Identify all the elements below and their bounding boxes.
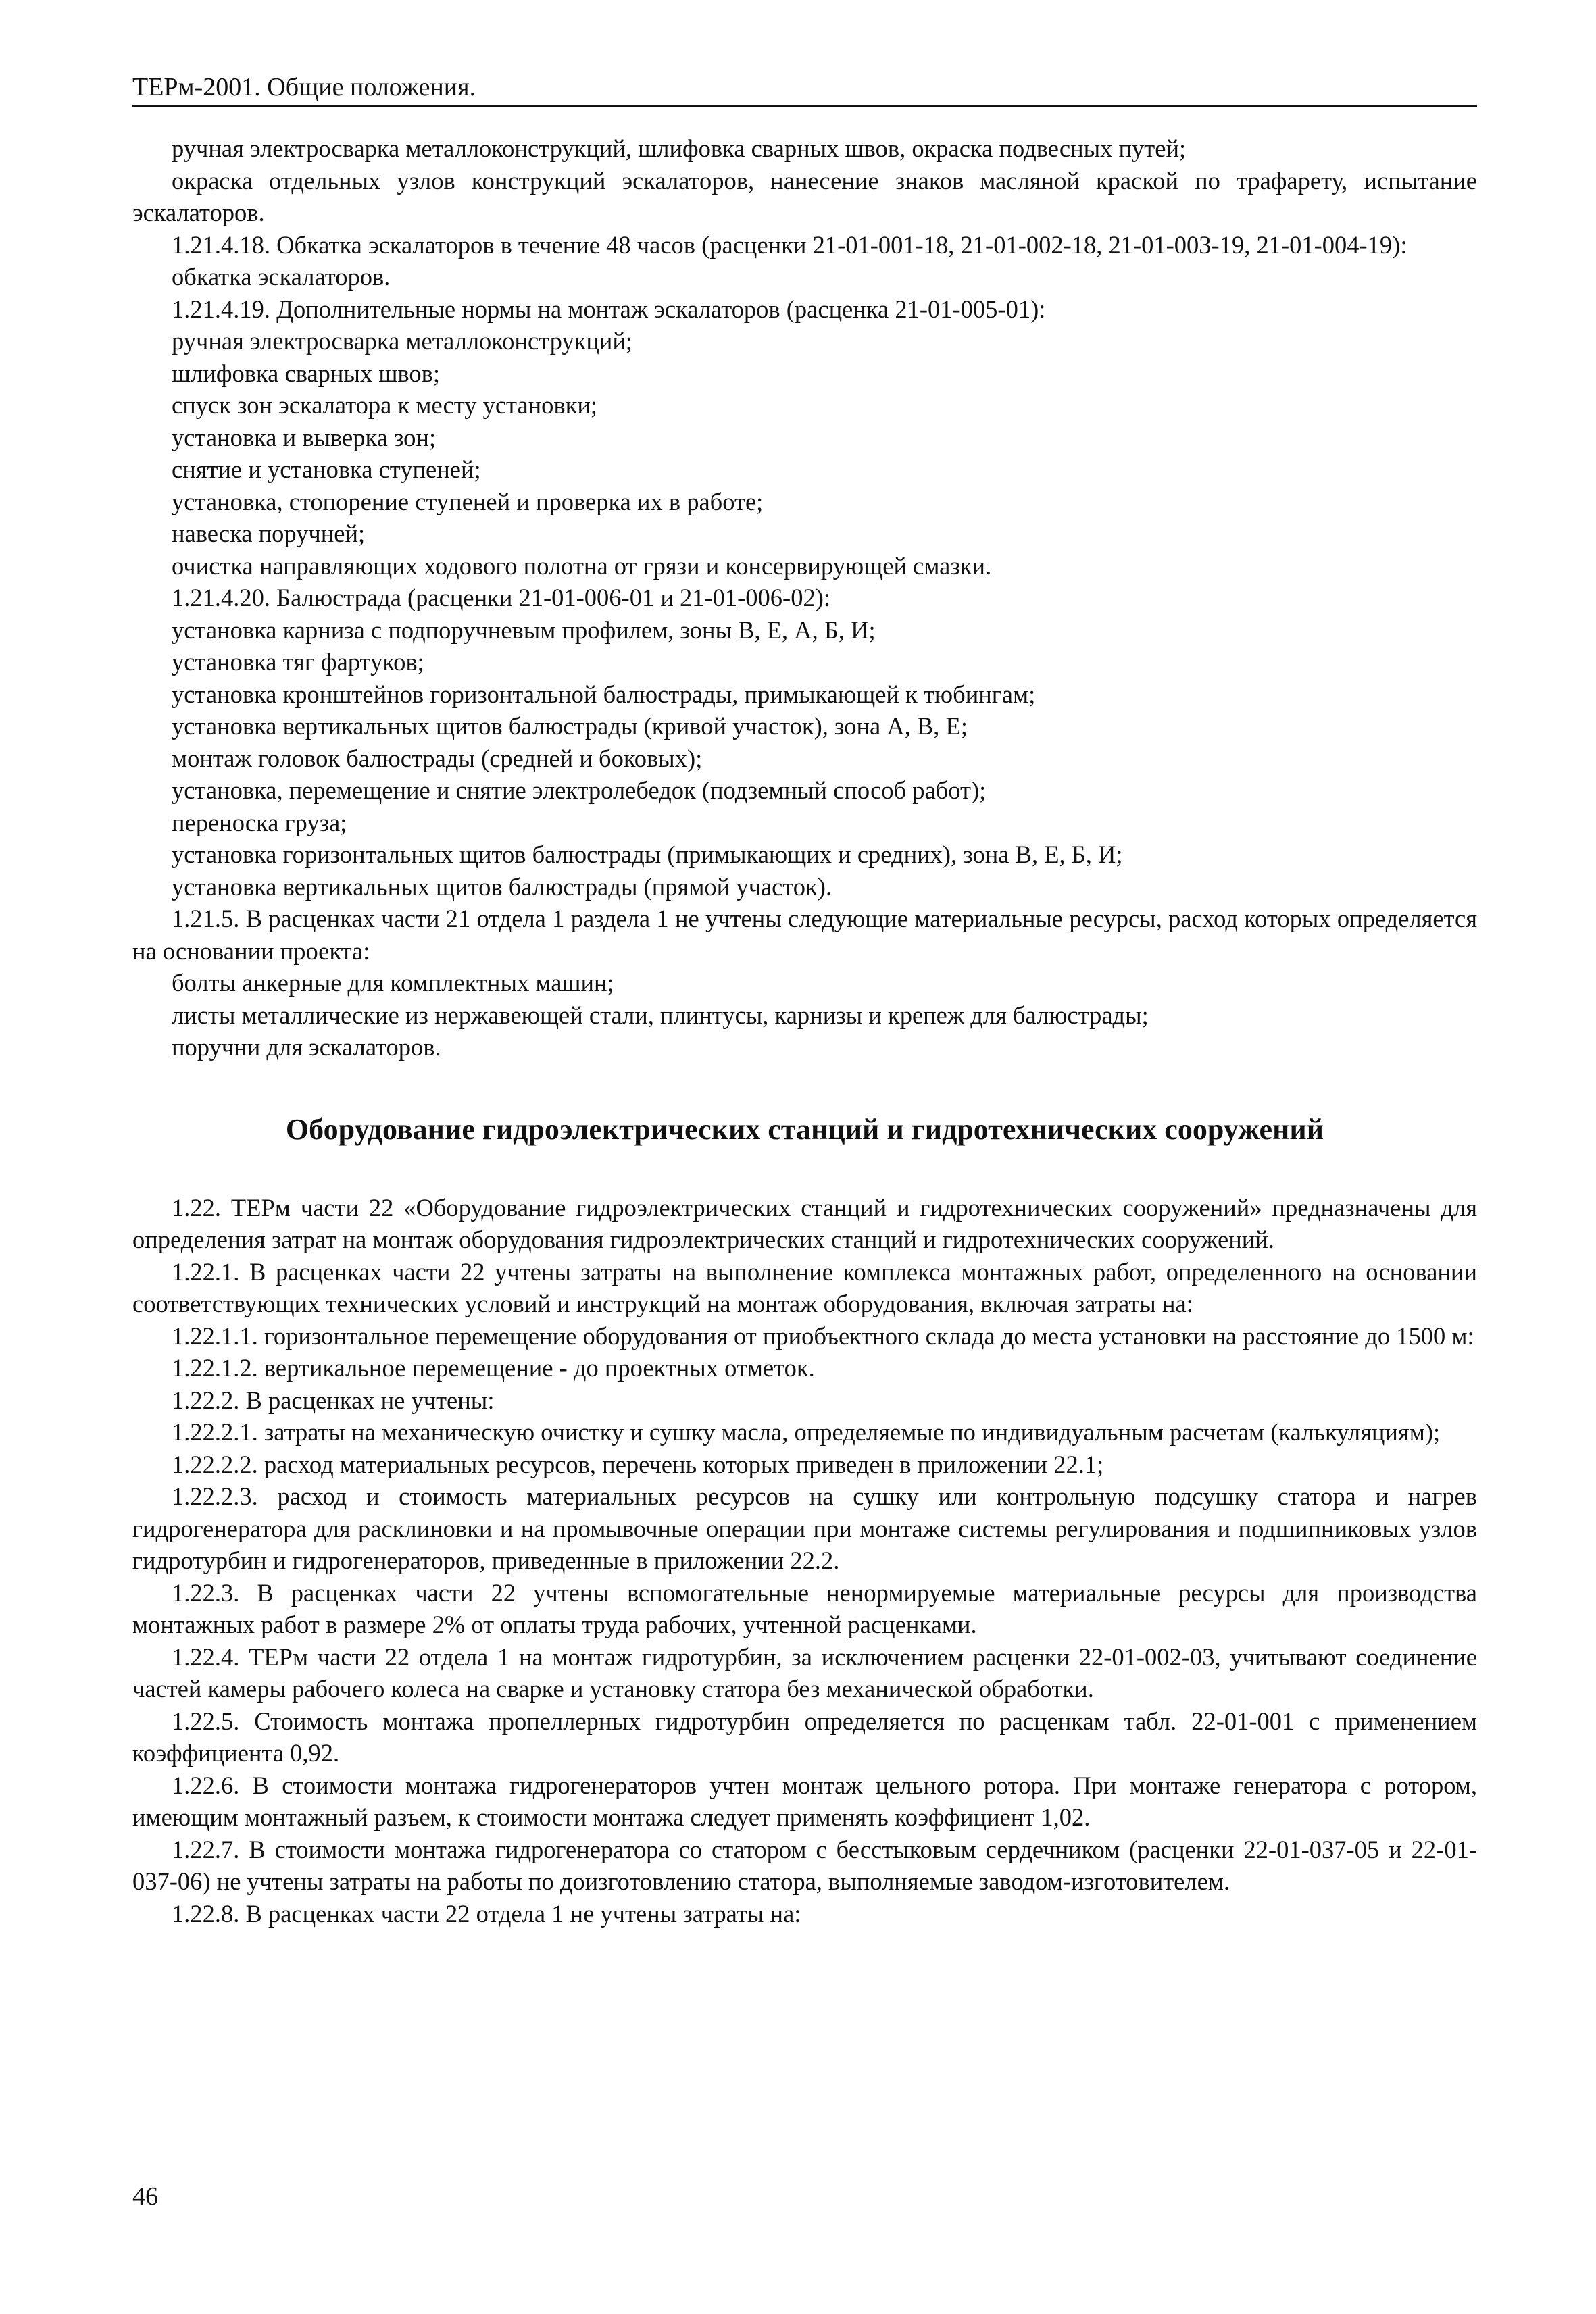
bottom-paragraphs: [132, 1192, 1477, 1930]
top-paragraphs: [132, 132, 1477, 1063]
paragraph: установка тяг фартуков;: [172, 648, 424, 676]
paragraph: установка карниза с подпоручневым профилем, зоны В, Е, А, Б, И;: [172, 615, 876, 644]
paragraph: 1.22.3. В расценках части 22 учтены вспомогательные ненормируемые материальные ресурсы для производства монтажных работ в размере 2% от оплаты труда рабочих, учтенной расценками.: [132, 1578, 1477, 1638]
paragraph: ручная электросварка металлоконструкций, шлифовка сварных швов, окраска подвесных путей;: [172, 134, 1187, 162]
paragraph: 1.22.2. В расценках не учтены:: [172, 1386, 495, 1414]
paragraph: очистка направляющих ходового полотна от грязи и консервирующей смазки.: [172, 551, 992, 580]
paragraph: монтаж головок балюстрады (средней и боковых);: [172, 744, 703, 772]
paragraph: поручни для эскалаторов.: [172, 1033, 441, 1061]
paragraph: 1.21.4.19. Дополнительные нормы на монтаж эскалаторов (расценка 21-01-005-01):: [172, 295, 1046, 323]
paragraph: 1.22.2.3. расход и стоимость материальных ресурсов на сушку или контрольную подсушку статора и нагрев гидрогенератора для расклиновки и на промывочные операции при монтаже системы регулирования и подшипниковых узлов гидротурбин и гидрогенераторов, приведенные в приложении 22.2.: [132, 1482, 1477, 1574]
paragraph: спуск зон эскалатора к месту установки;: [172, 391, 598, 419]
paragraph: 1.22.1. В расценках части 22 учтены затраты на выполнение комплекса монтажных работ, определенного на основании соответствующих технических условий и инструкций на монтаж оборудования, включая затраты на:: [132, 1257, 1477, 1317]
paragraph: установка, перемещение и снятие электролебедок (подземный способ работ);: [172, 776, 987, 804]
paragraph: шлифовка сварных швов;: [172, 359, 441, 387]
body-text: [132, 132, 1477, 1930]
paragraph: ручная электросварка металлоконструкций;: [172, 327, 633, 355]
paragraph: окраска отдельных узлов конструкций эскалаторов, нанесение знаков масляной краской по трафарету, испытание эскалаторов.: [132, 166, 1477, 226]
paragraph: установка кронштейнов горизонтальной балюстрады, примыкающей к тюбингам;: [172, 680, 1036, 708]
page-number: 46: [132, 2182, 158, 2211]
paragraph: 1.22.6. В стоимости монтажа гидрогенераторов учтен монтаж цельного ротора. При монтаже генератора с ротором, имеющим монтажный разъем, к стоимости монтажа следует применять коэффициент 1,02.: [132, 1771, 1477, 1831]
paragraph: переноска груза;: [172, 808, 347, 836]
running-header: ТЕРм-2001. Общие положения.: [132, 72, 1477, 107]
paragraph: обкатка эскалаторов.: [172, 263, 391, 291]
paragraph: 1.22.4. ТЕРм части 22 отдела 1 на монтаж гидротурбин, за исключением расценки 22-01-002-03, учитывают соединение частей камеры рабочего колеса на сварке и установку статора без механической обработки.: [132, 1642, 1477, 1703]
paragraph: навеска поручней;: [172, 520, 366, 547]
paragraph: 1.21.4.20. Балюстрада (расценки 21-01-006-01 и 21-01-006-02):: [172, 584, 831, 611]
paragraph: 1.22.7. В стоимости монтажа гидрогенератора со статором с бесстыковым сердечником (расценки 22-01-037-05 и 22-01-037-06) не учтены затраты на работы по доизготовлению статора, выполняемые заводом-изготовителем.: [132, 1835, 1477, 1895]
paragraph: листы металлические из нержавеющей стали, плинтусы, карнизы и крепеж для балюстрады;: [172, 1001, 1149, 1029]
paragraph: установка, стопорение ступеней и проверка их в работе;: [172, 487, 764, 515]
paragraph: 1.21.4.18. Обкатка эскалаторов в течение 48 часов (расценки 21-01-001-18, 21-01-002-18, 21-01-003-19, 21-01-004-19):: [172, 230, 1407, 259]
paragraph: установка горизонтальных щитов балюстрады (примыкающих и средних), зона В, Е, Б, И;: [172, 840, 1123, 868]
paragraph: 1.21.5. В расценках части 21 отдела 1 раздела 1 не учтены следующие материальные ресурсы, расход которых определяется на основании проекта:: [132, 905, 1477, 965]
paragraph: болты анкерные для комплектных машин;: [172, 969, 614, 997]
paragraph: установка вертикальных щитов балюстрады (прямой участок).: [172, 872, 832, 901]
paragraph: 1.22.2.2. расход материальных ресурсов, перечень которых приведен в приложении 22.1;: [172, 1450, 1104, 1478]
section-heading: Оборудование гидроэлектрических станций и гидротехнических сооружений: [285, 1112, 1324, 1146]
paragraph: снятие и установка ступеней;: [172, 455, 481, 483]
paragraph: 1.22.5. Стоимость монтажа пропеллерных гидротурбин определяется по расценкам табл. 22-01-001 с применением коэффициента 0,92.: [132, 1707, 1477, 1767]
paragraph: 1.22.1.1. горизонтальное перемещение оборудования от приобъектного склада до места установки на расстояние до 1500 м:: [172, 1322, 1474, 1350]
paragraph: установка и выверка зон;: [172, 423, 437, 451]
paragraph: 1.22.8. В расценках части 22 отдела 1 не учтены затраты на:: [172, 1899, 801, 1928]
paragraph: установка вертикальных щитов балюстрады (кривой участок), зона А, В, Е;: [172, 712, 968, 740]
paragraph: 1.22.2.1. затраты на механическую очистку и сушку масла, определяемые по индивидуальным расчетам (калькуляциям);: [172, 1418, 1441, 1446]
paragraph: 1.22. ТЕРм части 22 «Оборудование гидроэлектрических станций и гидротехнических сооружений» предназначены для определения затрат на монтаж оборудования гидроэлектрических станций и гидротехнических сооружений.: [132, 1193, 1477, 1253]
paragraph: 1.22.1.2. вертикальное перемещение - до проектных отметок.: [172, 1354, 815, 1382]
